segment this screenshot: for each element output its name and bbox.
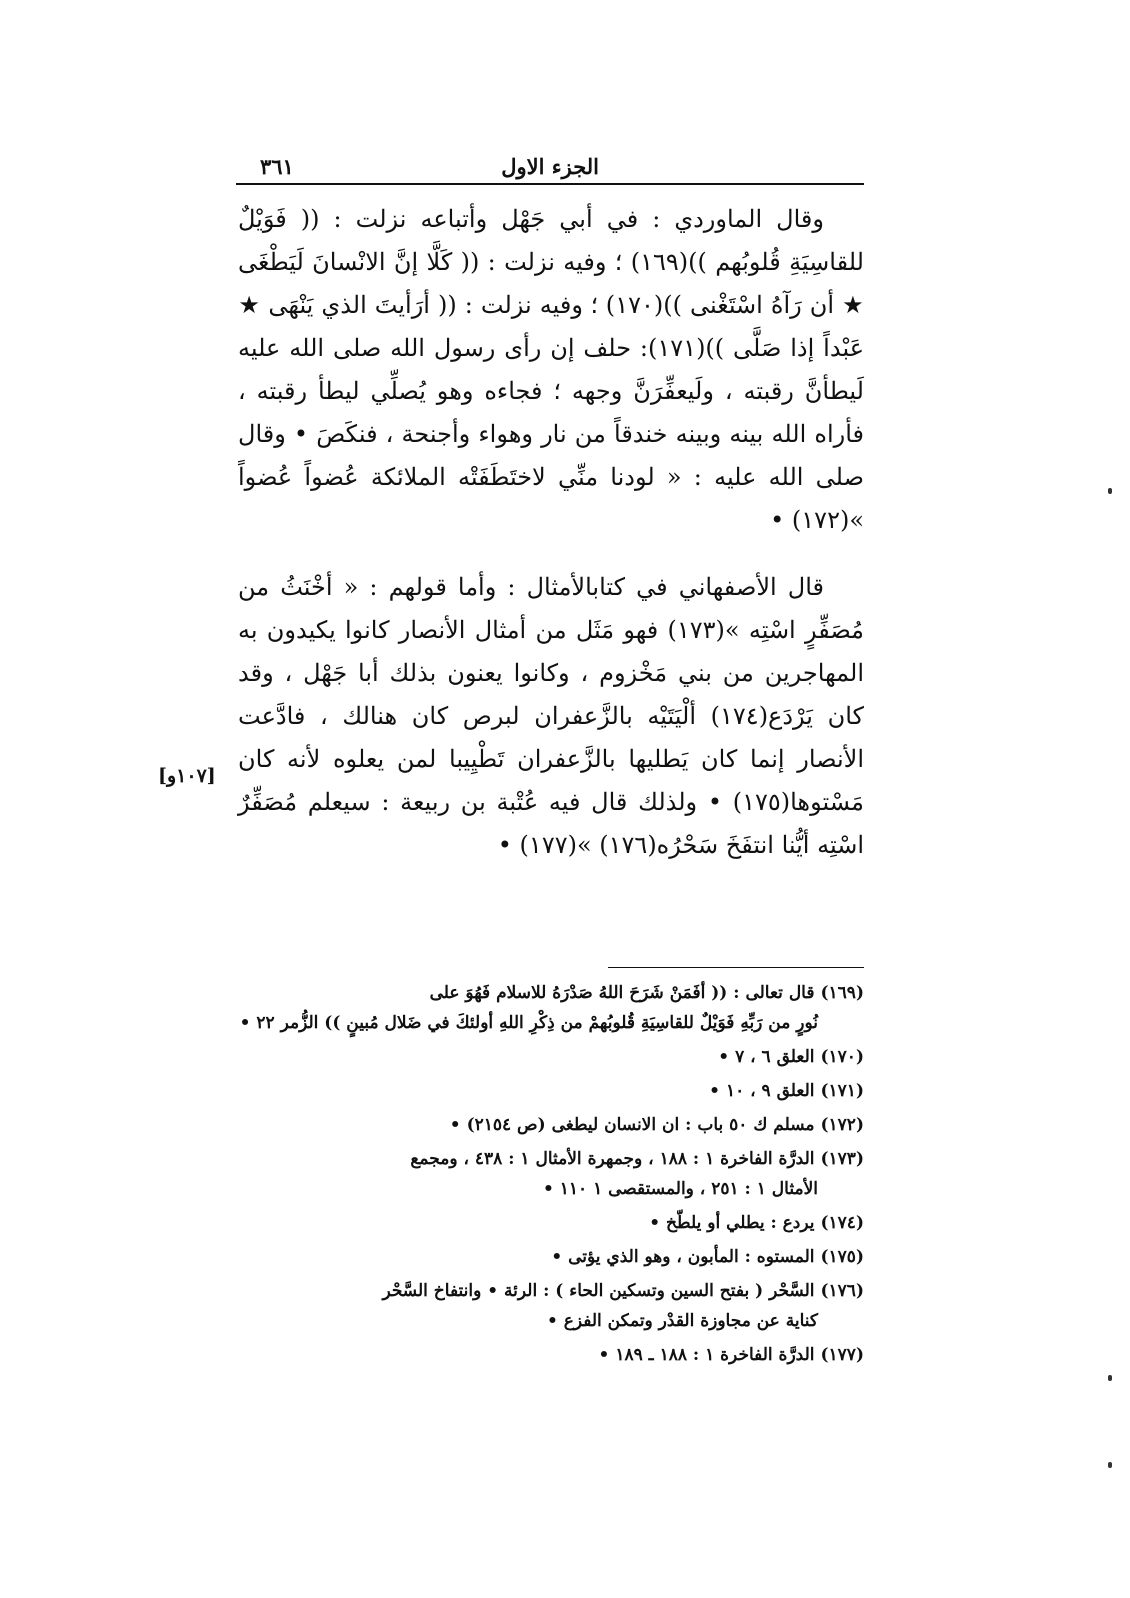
footnote-171 [216,1076,864,1106]
footnote-number: (١٧٧) [820,1345,864,1365]
manuscript-folio-marker: [١٠٧و] [158,765,216,787]
footnote-text: الدرَّة الفاخرة ١ : ١٨٨ ـ ١٨٩ • [598,1345,815,1365]
footnote-text: العلق ٦ ، ٧ • [718,1047,815,1067]
footnotes [216,978,864,1374]
footnote-number: (١٧٠) [820,1047,864,1067]
footnote-175 [216,1242,864,1272]
footnote-174 [216,1208,864,1238]
footnote-number: (١٧٦) [820,1281,864,1301]
scan-speck [1108,1375,1112,1381]
footnote-170 [216,1042,864,1072]
footnote-169 [216,978,864,1038]
footnote-text: العلق ٩ ، ١٠ • [709,1081,815,1101]
footnote-continuation: نُورٍ من رَبِّهِ فَوَيْلٌ للقاسِيَةِ قُلوبُهمْ من ذِكْرِ اللهِ أولئكَ في ضَلال مُبينٍ )) الزُّمر ٢٢ • [239,1013,818,1033]
footnote-text: يردع : يطلي أو يلطّخ • [649,1213,815,1233]
page-header [238,150,864,186]
footnote-text: قال تعالى : (( أفَمَنْ شَرَحَ اللهُ صَدْرَهُ للاسلام فَهُوَ على [429,983,815,1003]
footnote-continuation: الأمثال ١ : ٢٥١ ، والمستقصى ١ ١١٠ • [542,1179,818,1199]
footnote-number: (١٦٩) [820,983,864,1003]
footnote-173 [216,1144,864,1204]
running-title: الجزء الاول [501,154,599,179]
footnote-number: (١٧١) [820,1081,864,1101]
header-rule [236,183,864,185]
scan-speck [1108,1462,1112,1468]
footnote-text: السَّحْر ( بفتح السين وتسكين الحاء ) : الرئة • وانتفاخ السَّحْر [382,1281,815,1301]
footnote-177 [216,1340,864,1370]
paragraph-mawardi: وقال الماوردي : في أبي جَهْل وأتباعه نزلت : (( فَوَيْلٌ للقاسِيَةِ قُلوبُهم ))(١٦٩) ؛ وفيه نزلت : (( كَلَّا إنَّ الانْسانَ لَيَطْغَى ★ أن رَآهُ اسْتَغْنى ))(١٧٠) ؛ وفيه نزلت : (( أرَأيتَ الذي يَنْهَى ★ عَبْداً إذا صَلَّى ))(١٧١): حلف إن رأى رسول الله صلى الله عليه لَيطأنَّ رقبته ، ولَيعفِّرَنَّ وجهه ؛ فجاءه وهو يُصلِّي ليطأ رقبته ، فأراه الله بينه وبينه خندقاً من نار وهواء وأجنحة ، فنكَصَ • وقال صلى الله عليه : « لودنا منِّي لاختَطَفَتْه الملائكة عُضواً عُضواً »(١٧٢) • [238,205,865,534]
page-number: ٣٦١ [260,154,294,179]
footnote-continuation: كناية عن مجاوزة القدْر وتمكن الفزع • [546,1311,818,1331]
footnote-172 [216,1110,864,1140]
paragraph-isfahani: قال الأصفهاني في كتابالأمثال : وأما قولهم : « أخْنَثُ من مُصَفِّرٍ اسْتِه »(١٧٣) فهو مَثَل من أمثال الأنصار كانوا يكيدون به المهاجرين من بني مَخْزوم ، وكانوا يعنون بذلك أبا جَهْل ، وقد كان يَرْدَع(١٧٤) ألْيَتَيْه بالزَّعفران لبرص كان هنالك ، فادَّعت الأنصار إنما كان يَطليها بالزَّعفران تَطْيِيبا لمن يعلوه لأنه كان مَسْتوها(١٧٥) • ولذلك قال فيه عُتْبة بن ربيعة : سيعلم مُصَفِّرٌ اسْتِه أيُّنا انتفَخَ سَحْرُه(١٧٦) »(١٧٧) • [238,573,865,859]
footnote-text: المستوه : المأبون ، وهو الذي يؤتى • [551,1247,815,1267]
footnote-number: (١٧٢) [820,1115,864,1135]
footnote-text: مسلم ك ٥٠ باب : ان الانسان ليطغى (ص ٢١٥٤) • [449,1115,815,1135]
footnote-176 [216,1276,864,1336]
footnote-text: الدرَّة الفاخرة ١ : ١٨٨ ، وجمهرة الأمثال ١ : ٤٣٨ ، ومجمع [410,1149,815,1169]
footnote-rule [608,967,864,968]
main-text [238,198,864,867]
footnote-number: (١٧٥) [820,1247,864,1267]
scan-speck [1108,488,1112,494]
footnote-number: (١٧٣) [820,1149,864,1169]
footnote-number: (١٧٤) [820,1213,864,1233]
